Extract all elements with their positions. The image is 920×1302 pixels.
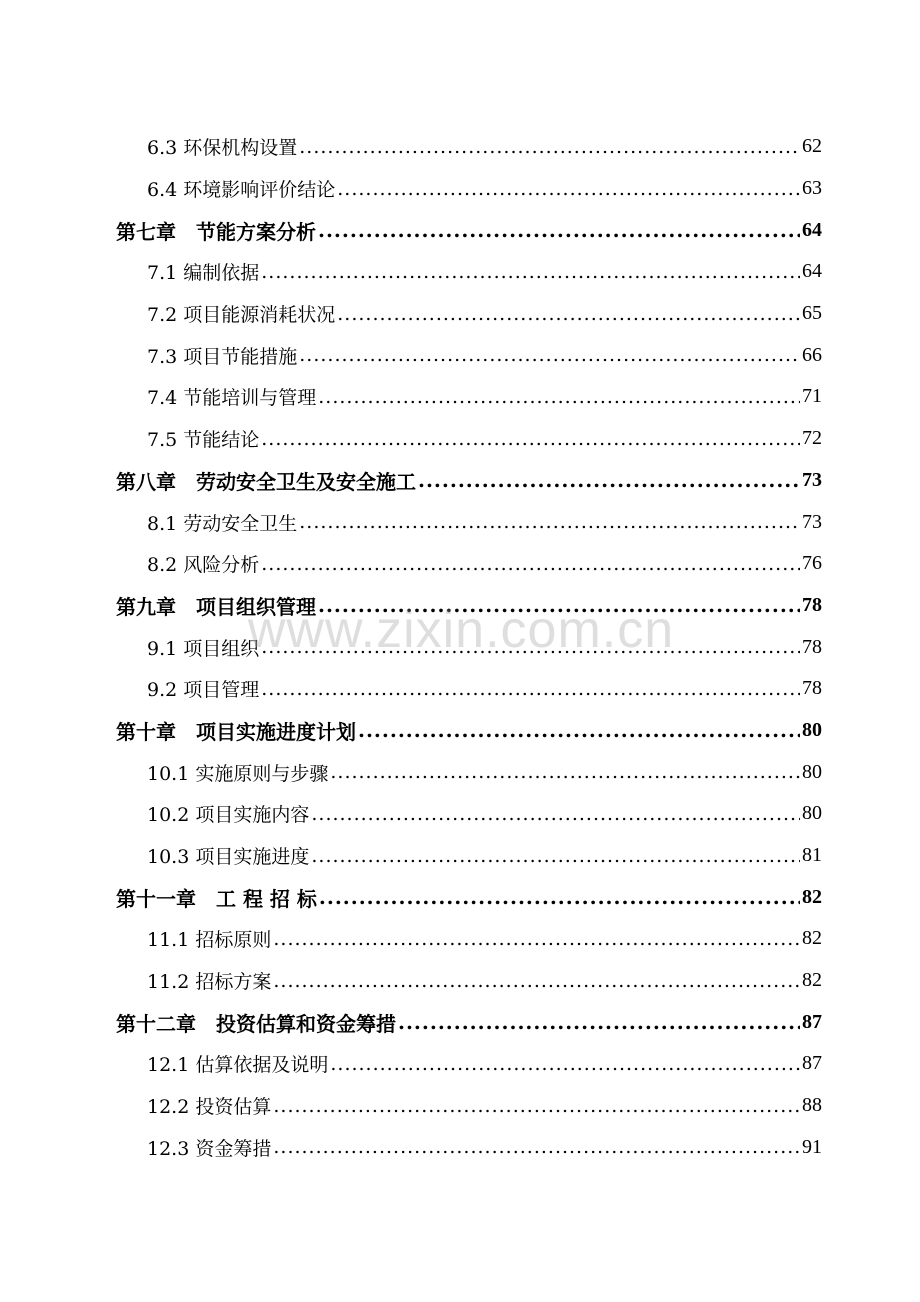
toc-entry-title: 6.4 环境影响评价结论	[147, 179, 336, 202]
toc-leader-dots	[418, 468, 800, 492]
toc-page-number: 80	[802, 718, 822, 741]
toc-page-number: 80	[802, 802, 822, 825]
toc-entry-title: 第八章 劳动安全卫生及安全施工	[116, 469, 416, 494]
toc-section-entry[interactable]	[0, 501, 920, 543]
toc-leader-dots	[318, 386, 800, 408]
toc-section-entry[interactable]	[0, 293, 920, 335]
toc-leader-dots	[261, 553, 800, 575]
toc-leader-dots	[358, 718, 800, 742]
toc-page-number: 80	[802, 760, 822, 783]
toc-leader-dots	[398, 1010, 800, 1034]
toc-entry-title: 第七章 节能方案分析	[116, 219, 316, 244]
toc-chapter-entry[interactable]	[0, 1001, 920, 1043]
toc-section-entry[interactable]	[0, 168, 920, 210]
toc-section-entry[interactable]	[0, 918, 920, 960]
toc-leader-dots	[318, 593, 800, 617]
toc-section-entry[interactable]	[0, 1043, 920, 1085]
toc-section-entry[interactable]	[0, 418, 920, 460]
toc-section-entry[interactable]	[0, 376, 920, 418]
toc-leader-dots	[299, 136, 800, 158]
toc-leader-dots	[261, 428, 800, 450]
toc-entry-title: 第十章 项目实施进度计划	[116, 719, 356, 744]
toc-page-number: 91	[802, 1135, 822, 1158]
toc-section-entry[interactable]	[0, 793, 920, 835]
toc-chapter-entry[interactable]	[0, 710, 920, 752]
toc-entry-title: 7.4 节能培训与管理	[147, 387, 317, 410]
watermark: www.zixin.com.cn	[247, 601, 675, 659]
toc-section-entry[interactable]	[0, 334, 920, 376]
toc-page-number: 82	[802, 885, 822, 908]
toc-leader-dots	[273, 1136, 800, 1158]
toc-page-number: 87	[802, 1010, 822, 1033]
toc-entry-title: 7.2 项目能源消耗状况	[147, 304, 336, 327]
toc-section-entry[interactable]	[0, 668, 920, 710]
toc-page-number: 63	[802, 177, 822, 200]
toc-leader-dots	[311, 845, 800, 867]
toc-page-number: 78	[802, 677, 822, 700]
toc-section-entry[interactable]	[0, 960, 920, 1002]
toc-entry-title: 12.3 资金筹措	[147, 1137, 272, 1160]
toc-entry-title: 第九章 项目组织管理	[116, 594, 316, 619]
toc-entry-title: 11.1 招标原则	[147, 929, 272, 952]
toc-entry-title: 6.3 环保机构设置	[147, 137, 298, 160]
toc-leader-dots	[299, 344, 800, 366]
toc-entry-title: 7.3 项目节能措施	[147, 345, 298, 368]
toc-entry-title: 10.1 实施原则与步骤	[147, 762, 329, 785]
toc-entry-title: 第十一章 工 程 招 标	[116, 886, 317, 911]
toc-leader-dots	[337, 303, 800, 325]
toc-page-number: 88	[802, 1094, 822, 1117]
toc-section-entry[interactable]	[0, 835, 920, 877]
toc-entry-title: 10.3 项目实施进度	[147, 846, 310, 869]
toc-section-entry[interactable]	[0, 543, 920, 585]
toc-page-number: 62	[802, 135, 822, 158]
toc-page-number: 73	[802, 468, 822, 491]
toc-page-number: 71	[802, 385, 822, 408]
toc-page-number: 78	[802, 593, 822, 616]
toc-section-entry[interactable]	[0, 126, 920, 168]
toc-section-entry[interactable]	[0, 1127, 920, 1169]
toc-page-number: 65	[802, 302, 822, 325]
toc-page-number: 81	[802, 844, 822, 867]
toc-entry-title: 9.2 项目管理	[147, 679, 260, 702]
toc-entry-title: 12.1 估算依据及说明	[147, 1054, 329, 1077]
toc-chapter-entry[interactable]	[0, 876, 920, 918]
toc-entry-title: 7.1 编制依据	[147, 262, 260, 285]
toc-leader-dots	[273, 970, 800, 992]
toc-page-number: 73	[802, 510, 822, 533]
toc-leader-dots	[337, 178, 800, 200]
toc-entry-title: 9.1 项目组织	[147, 637, 260, 660]
toc-page-number: 76	[802, 552, 822, 575]
toc-leader-dots	[261, 636, 800, 658]
toc-chapter-entry[interactable]	[0, 209, 920, 251]
toc-chapter-entry[interactable]	[0, 585, 920, 627]
toc-page-number: 82	[802, 969, 822, 992]
toc-entry-title: 8.1 劳动安全卫生	[147, 512, 298, 535]
toc-entry-title: 第十二章 投资估算和资金筹措	[116, 1011, 396, 1036]
toc-chapter-entry[interactable]	[0, 460, 920, 502]
toc-leader-dots	[330, 761, 800, 783]
toc-leader-dots	[261, 678, 800, 700]
toc-leader-dots	[319, 885, 800, 909]
table-of-contents	[0, 126, 920, 1168]
toc-page-number: 82	[802, 927, 822, 950]
toc-page-number: 66	[802, 343, 822, 366]
toc-leader-dots	[273, 1095, 800, 1117]
toc-section-entry[interactable]	[0, 751, 920, 793]
toc-section-entry[interactable]	[0, 1085, 920, 1127]
toc-page-number: 78	[802, 635, 822, 658]
toc-entry-title: 11.2 招标方案	[147, 971, 272, 994]
toc-page-number: 64	[802, 218, 822, 241]
toc-leader-dots	[273, 928, 800, 950]
toc-leader-dots	[299, 511, 800, 533]
toc-entry-title: 12.2 投资估算	[147, 1096, 272, 1119]
toc-section-entry[interactable]	[0, 251, 920, 293]
toc-leader-dots	[261, 261, 800, 283]
toc-page-number: 72	[802, 427, 822, 450]
toc-leader-dots	[311, 803, 800, 825]
toc-page-number: 87	[802, 1052, 822, 1075]
toc-entry-title: 7.5 节能结论	[147, 429, 260, 452]
toc-entry-title: 10.2 项目实施内容	[147, 804, 310, 827]
toc-leader-dots	[318, 218, 800, 242]
toc-section-entry[interactable]	[0, 626, 920, 668]
toc-page-number: 64	[802, 260, 822, 283]
toc-entry-title: 8.2 风险分析	[147, 554, 260, 577]
toc-leader-dots	[330, 1053, 800, 1075]
